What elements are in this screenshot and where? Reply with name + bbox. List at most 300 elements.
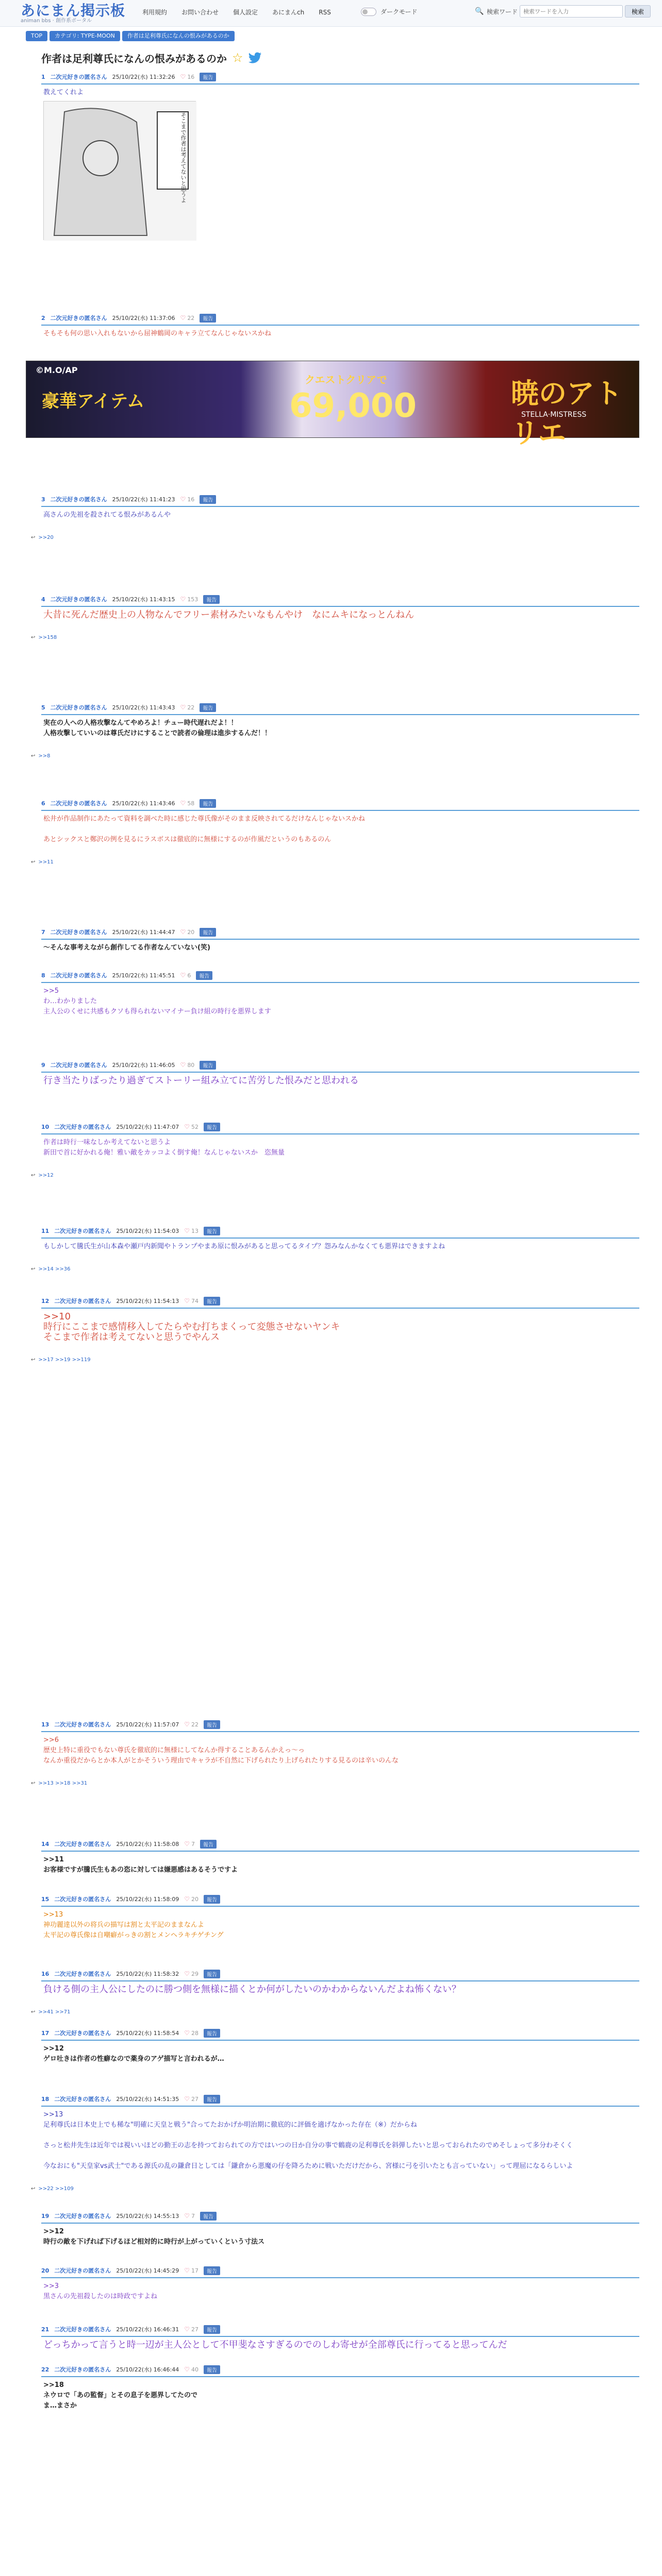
reply-anchors[interactable]: >>12 xyxy=(38,1173,54,1178)
post-number[interactable]: 2 xyxy=(41,314,45,321)
like-button[interactable] xyxy=(184,1895,198,1903)
reply-icon: ↩ xyxy=(31,635,36,640)
post-number[interactable]: 9 xyxy=(41,1061,45,1069)
post-line[interactable]: >>3 xyxy=(43,2282,59,2290)
post-number[interactable]: 19 xyxy=(41,2212,49,2219)
post xyxy=(26,2093,639,2172)
heart-icon: ♡ xyxy=(184,2366,190,2373)
post-author: 二次元好きの匿名さん xyxy=(54,2366,111,2373)
post-line[interactable]: >>5 xyxy=(43,987,59,995)
post-header xyxy=(26,71,639,82)
post-line: 松井が作品制作にあたって資料を調べた時に感じた尊氏像がそのまま反映されてるだけなんじゃないスかね xyxy=(43,815,366,823)
post-line: 主人公のくせに共感もクソも得られないマイナー負け組の時行を悪界します xyxy=(43,1008,271,1015)
post-number[interactable]: 7 xyxy=(41,928,45,936)
post-date: 25/10/22(水) 11:43:43 xyxy=(112,704,175,711)
report-button[interactable]: 報告 xyxy=(200,73,216,81)
reply-anchors[interactable]: >>13 >>18 >>31 xyxy=(38,1781,88,1786)
thread-title: 作者は足利尊氏になんの恨みがあるのか xyxy=(41,52,227,65)
like-count: 22 xyxy=(187,314,195,321)
like-count: 6 xyxy=(187,972,191,979)
like-button[interactable] xyxy=(180,73,195,80)
reply-icon: ↩ xyxy=(31,1357,36,1363)
reply-links[interactable] xyxy=(31,1357,91,1363)
heart-icon: ♡ xyxy=(180,704,186,711)
post-line: なんか重役だからとか本人がとかそういう理由でキャラが不自然に下げられたり上げられたりする見るのは辛いのんな xyxy=(43,1757,399,1765)
heart-icon: ♡ xyxy=(184,1123,190,1130)
post-author: 二次元好きの匿名さん xyxy=(54,2267,111,2274)
post xyxy=(26,1225,639,1252)
post-header xyxy=(26,2093,639,2105)
like-button[interactable] xyxy=(184,1297,198,1304)
report-button[interactable]: 報告 xyxy=(200,928,216,937)
post-date: 25/10/22(水) 11:44:47 xyxy=(112,929,175,936)
post-line: 足利尊氏は日本史上でも稀な"明確に天皇と戦う"合ってたおかげか明治期に徹底的に評価を適げなかった存在（※）だからね xyxy=(43,2121,417,2129)
post-header xyxy=(26,594,639,605)
post-number[interactable]: 12 xyxy=(41,1297,49,1304)
post-body xyxy=(26,811,639,845)
post-body xyxy=(26,2278,639,2302)
post-number[interactable]: 13 xyxy=(41,1721,49,1728)
report-button[interactable]: 報告 xyxy=(204,2095,220,2104)
report-button[interactable]: 報告 xyxy=(196,971,212,980)
reply-anchors[interactable]: >>8 xyxy=(38,753,51,759)
post-author: 二次元好きの匿名さん xyxy=(54,2213,111,2219)
heart-icon: ♡ xyxy=(180,1061,186,1069)
breadcrumb xyxy=(26,31,235,41)
post-date: 25/10/22(水) 11:57:07 xyxy=(116,1721,179,1728)
heart-icon: ♡ xyxy=(184,1895,190,1903)
post-author: 二次元好きの匿名さん xyxy=(54,1124,111,1130)
ad-price: 69,000 xyxy=(289,387,417,425)
post-author: 二次元好きの匿名さん xyxy=(54,2326,111,2333)
post-line[interactable]: >>10 xyxy=(43,1311,71,1322)
post xyxy=(26,1059,639,1086)
post-author: 二次元好きの匿名さん xyxy=(54,1298,111,1304)
post-author: 二次元好きの匿名さん xyxy=(54,1721,111,1728)
logo-title: あにまん掲示板 xyxy=(21,2,126,19)
post-author: 二次元好きの匿名さん xyxy=(50,929,107,936)
report-button[interactable]: 報告 xyxy=(204,2325,220,2334)
post-line: 時行にここまで感情移入してたらやむ打ちまくって変態させないヤンキ xyxy=(43,1321,340,1332)
post-header xyxy=(26,1893,639,1905)
post-date: 25/10/22(水) 11:58:08 xyxy=(116,1841,179,1848)
report-button[interactable]: 報告 xyxy=(204,1895,220,1904)
ad-headline: 豪華アイテム xyxy=(42,391,145,412)
post xyxy=(26,970,639,1017)
heart-icon: ♡ xyxy=(184,1721,190,1728)
report-button[interactable]: 報告 xyxy=(200,314,216,323)
post-line: 黒さんの先祖殺したのは時政ですよね xyxy=(43,2293,158,2300)
like-count: 7 xyxy=(191,1840,195,1848)
post-line: わ…わかりました xyxy=(43,997,97,1005)
search-bar xyxy=(474,5,651,18)
search-label: 検索ワード xyxy=(487,8,518,15)
crumb-thread[interactable]: 作者は足利尊氏になんの恨みがあるのか xyxy=(122,31,235,41)
favorite-star-icon[interactable]: ☆ xyxy=(232,50,243,65)
post-header xyxy=(26,494,639,505)
post-date: 25/10/22(水) 11:37:06 xyxy=(112,315,175,321)
crumb-top[interactable]: TOP xyxy=(26,31,47,41)
like-button[interactable] xyxy=(180,704,195,711)
post-header xyxy=(26,1121,639,1132)
reply-icon: ↩ xyxy=(31,753,36,759)
post-header xyxy=(26,1838,639,1850)
ad-title: 暁のアトリエ xyxy=(511,377,622,449)
heart-icon: ♡ xyxy=(180,73,186,80)
report-button[interactable]: 報告 xyxy=(204,1123,220,1131)
report-button[interactable]: 報告 xyxy=(200,2212,217,2221)
post-author: 二次元好きの匿名さん xyxy=(50,972,107,979)
nav-terms[interactable]: 利用規約 xyxy=(142,9,168,16)
reply-icon: ↩ xyxy=(31,1173,36,1178)
post-line: ネウロで「あの監督」とその息子を悪界してたので xyxy=(43,2392,198,2399)
post-line[interactable]: >>6 xyxy=(43,1736,59,1744)
post-header xyxy=(26,702,639,713)
like-button[interactable] xyxy=(180,972,191,979)
post-number[interactable]: 8 xyxy=(41,972,45,979)
heart-icon: ♡ xyxy=(184,1840,190,1848)
post-body xyxy=(26,1134,639,1158)
like-button[interactable] xyxy=(184,1123,198,1130)
post-date: 25/10/22(水) 11:41:23 xyxy=(112,496,175,503)
post-number[interactable]: 1 xyxy=(41,73,45,80)
post-date: 25/10/22(水) 11:32:26 xyxy=(112,74,175,80)
post-line[interactable]: >>12 xyxy=(43,2045,64,2053)
post-line: 歴史上特に重役でもない尊氏を徹底的に無様にしてなんか得することあるんかえっ〜っ xyxy=(43,1747,305,1754)
post-body xyxy=(26,715,639,739)
report-button[interactable]: 報告 xyxy=(204,1227,220,1235)
heart-icon: ♡ xyxy=(180,496,186,503)
post-body xyxy=(26,940,639,953)
post xyxy=(26,798,639,845)
like-count: 27 xyxy=(191,2326,198,2333)
post-line xyxy=(43,2151,639,2161)
post-date: 25/10/22(水) 11:54:03 xyxy=(116,1228,179,1234)
report-button[interactable]: 報告 xyxy=(200,495,216,504)
like-button[interactable] xyxy=(180,496,195,503)
post xyxy=(26,2324,639,2350)
post-date: 25/10/22(水) 14:45:29 xyxy=(116,2267,179,2274)
site-logo[interactable] xyxy=(21,3,144,25)
post-body xyxy=(26,2377,639,2411)
reply-links[interactable] xyxy=(31,635,57,640)
post xyxy=(26,1893,639,1941)
post-date: 25/10/22(水) 16:46:44 xyxy=(116,2366,179,2373)
post xyxy=(26,1295,639,1343)
like-button[interactable] xyxy=(184,2095,198,2103)
post-number[interactable]: 22 xyxy=(41,2366,49,2373)
post-author: 二次元好きの匿名さん xyxy=(50,1062,107,1069)
like-button[interactable] xyxy=(184,2212,195,2219)
like-count: 58 xyxy=(187,800,195,807)
post-body xyxy=(26,507,639,520)
post-body xyxy=(26,1852,639,1875)
like-button[interactable] xyxy=(184,1840,195,1848)
post-line: 行き当たりばったり過ぎてストーリー組み立てに苦労した恨みだと思われる xyxy=(43,1075,359,1086)
post-body xyxy=(26,1981,639,1995)
post xyxy=(26,2364,639,2411)
ad-note: STELLA·MISTRESS xyxy=(521,411,587,419)
post-date: 25/10/22(水) 16:46:31 xyxy=(116,2326,179,2333)
post-body xyxy=(26,326,639,339)
reply-anchors[interactable]: >>17 >>19 >>119 xyxy=(38,1357,91,1363)
post xyxy=(26,2265,639,2302)
heart-icon: ♡ xyxy=(184,1297,190,1304)
post-author: 二次元好きの匿名さん xyxy=(50,74,107,80)
reply-icon: ↩ xyxy=(31,859,36,865)
post-number[interactable]: 10 xyxy=(41,1123,49,1130)
like-button[interactable] xyxy=(184,1970,198,1977)
search-input[interactable] xyxy=(520,5,623,18)
heart-icon: ♡ xyxy=(180,596,186,603)
report-button[interactable]: 報告 xyxy=(200,703,216,712)
post-date: 25/10/22(水) 14:51:35 xyxy=(116,2096,179,2103)
heart-icon: ♡ xyxy=(184,2029,190,2037)
like-count: 20 xyxy=(187,928,195,936)
post-number[interactable]: 14 xyxy=(41,1840,49,1848)
like-count: 16 xyxy=(187,496,195,503)
heart-icon: ♡ xyxy=(180,800,186,807)
nav-settings[interactable]: 個人設定 xyxy=(233,9,258,16)
post-line[interactable]: >>18 xyxy=(43,2381,64,2389)
post-line: 神功麗達以外の将兵の描写は割と太平記のままなんよ xyxy=(43,1921,205,1929)
like-count: 153 xyxy=(187,596,198,603)
ad-sub: クエストクリアで xyxy=(305,374,387,386)
like-count: 28 xyxy=(191,2029,198,2037)
post-date: 25/10/22(水) 11:43:15 xyxy=(112,596,175,603)
heart-icon: ♡ xyxy=(180,928,186,936)
nav-animanch[interactable]: あにまんch xyxy=(272,9,305,16)
post-body xyxy=(26,1239,639,1252)
post-date: 25/10/22(水) 14:55:13 xyxy=(116,2213,179,2219)
post-body xyxy=(26,607,639,620)
report-button[interactable]: 報告 xyxy=(204,1970,220,1978)
like-button[interactable] xyxy=(184,2366,198,2373)
post-line[interactable]: >>12 xyxy=(43,2228,64,2235)
post-line[interactable]: >>13 xyxy=(43,2111,63,2119)
post-header xyxy=(26,1295,639,1307)
post-author: 二次元好きの匿名さん xyxy=(54,1228,111,1234)
post-line: 教えてくれよ xyxy=(43,89,84,96)
report-button[interactable]: 報告 xyxy=(204,1297,220,1306)
post-line: さっと松井先生は近年では視いいほどの勤王の志を持つておられての方ではいつの日か自分の事で鶴鹿の足利尊氏を斜弾したいと思っておられたのでめそしょって多分わそくく xyxy=(43,2142,573,2149)
twitter-bird-icon[interactable] xyxy=(249,52,262,63)
post-header xyxy=(26,1968,639,1979)
report-button[interactable]: 報告 xyxy=(204,2266,220,2275)
post-line[interactable]: >>11 xyxy=(43,1856,64,1863)
post-number[interactable]: 6 xyxy=(41,800,45,807)
site-header xyxy=(0,0,662,27)
nav-rss[interactable]: RSS xyxy=(319,9,331,16)
post xyxy=(26,1968,639,1995)
like-count: 40 xyxy=(191,2366,198,2373)
post-author: 二次元好きの匿名さん xyxy=(54,2096,111,2103)
post-author: 二次元好きの匿名さん xyxy=(50,800,107,807)
reply-anchors[interactable]: >>14 >>36 xyxy=(38,1266,71,1272)
post xyxy=(26,2210,639,2247)
like-button[interactable] xyxy=(184,2267,198,2274)
post xyxy=(26,1719,639,1766)
post xyxy=(26,1121,639,1158)
report-button[interactable]: 報告 xyxy=(203,595,220,604)
post-header xyxy=(26,926,639,938)
post-number[interactable]: 4 xyxy=(41,596,45,603)
post-line: 実在の人への人格攻撃なんてやめろよ！チュー時代遅れだよ！！ xyxy=(43,719,238,727)
post-line xyxy=(43,824,639,835)
report-button[interactable]: 報告 xyxy=(200,799,216,808)
heart-icon: ♡ xyxy=(184,2212,190,2219)
crumb-category[interactable]: カテゴリ: TYPE-MOON xyxy=(49,31,120,41)
post-body xyxy=(26,2107,639,2172)
like-count: 16 xyxy=(187,73,195,80)
post-line: ゲロ吐きは作者の性癖なので薬身のアゲ描写と言われるが… xyxy=(43,2055,224,2063)
post xyxy=(26,702,639,739)
post-number[interactable]: 11 xyxy=(41,1227,49,1234)
reply-anchors[interactable]: >>158 xyxy=(38,635,57,640)
post-header xyxy=(26,1059,639,1071)
post-author: 二次元好きの匿名さん xyxy=(50,704,107,711)
post-number[interactable]: 18 xyxy=(41,2095,49,2103)
post-number[interactable]: 15 xyxy=(41,1895,49,1903)
post-date: 25/10/22(水) 11:58:54 xyxy=(116,2030,179,2037)
like-button[interactable] xyxy=(180,596,198,603)
reply-links[interactable] xyxy=(31,1781,87,1786)
like-button[interactable] xyxy=(184,1721,198,1728)
post-body xyxy=(26,2041,639,2064)
post-date: 25/10/22(水) 11:58:09 xyxy=(116,1896,179,1903)
heart-icon: ♡ xyxy=(184,2326,190,2333)
post-date: 25/10/22(水) 11:46:05 xyxy=(112,1062,175,1069)
heart-icon: ♡ xyxy=(184,1970,190,1977)
post-number[interactable]: 20 xyxy=(41,2267,49,2274)
post-date: 25/10/22(水) 11:43:46 xyxy=(112,800,175,807)
report-button[interactable]: 報告 xyxy=(204,1720,220,1729)
post xyxy=(26,312,639,339)
post-line: どっちかって言うと時一辺が主人公として不甲斐なさすぎるのでのしわ寄せが全部尊氏に行ってると思ってんだ xyxy=(43,2340,507,2350)
heart-icon: ♡ xyxy=(180,314,186,321)
like-button[interactable] xyxy=(180,1061,195,1069)
search-button[interactable]: 検索 xyxy=(625,5,651,18)
like-count: 13 xyxy=(191,1227,198,1234)
post xyxy=(26,494,639,520)
post-date: 25/10/22(水) 11:47:07 xyxy=(116,1124,179,1130)
post-line: 〜そんな事考えながら創作してる作者なんていない(笑) xyxy=(43,944,210,952)
post-line: 今なおにも"天皇家vs武士"である源氏の乱の鎌倉日としては「鎌倉から悪魔の仔を降ろために戦いただけだから、宮様に弓を引いたとも言っていない」って理屈になるらしいよ xyxy=(43,2162,573,2170)
reply-icon: ↩ xyxy=(31,2186,36,2192)
post-body xyxy=(26,2337,639,2350)
heart-icon: ♡ xyxy=(184,2267,190,2274)
like-count: 7 xyxy=(191,2212,195,2219)
reply-anchors[interactable]: >>11 xyxy=(38,859,54,865)
like-button[interactable] xyxy=(184,1227,198,1234)
like-count: 22 xyxy=(191,1721,198,1728)
post-date: 25/10/22(水) 11:54:13 xyxy=(116,1298,179,1304)
ad-banner[interactable] xyxy=(26,361,639,449)
reply-icon: ↩ xyxy=(31,535,36,540)
reply-anchors[interactable]: >>41 >>71 xyxy=(38,2009,71,2015)
post-number[interactable]: 17 xyxy=(41,2029,49,2037)
post-header xyxy=(26,1719,639,1730)
post-author: 二次元好きの匿名さん xyxy=(54,1896,111,1903)
post-author: 二次元好きの匿名さん xyxy=(50,315,107,321)
post-line: 負ける側の主人公にしたのに勝つ側を無様に描くとか何がしたいのかわからないんだよね怖くない？ xyxy=(43,1984,461,1995)
post-line: もしかして騰氏生が山本森や瀬戸内新聞やトランプやまあ原に恨みがあると思ってるタイプ？怨みなんかなくても悪界はできますよね xyxy=(43,1243,445,1250)
report-button[interactable]: 報告 xyxy=(200,1061,216,1070)
nav-contact[interactable]: お問い合わせ xyxy=(181,9,219,16)
post-author: 二次元好きの匿名さん xyxy=(54,2030,111,2037)
thread-title-row xyxy=(26,46,639,69)
toggle-switch[interactable] xyxy=(361,8,376,16)
like-count: 52 xyxy=(191,1123,198,1130)
reply-links[interactable] xyxy=(31,2186,74,2192)
post-number[interactable]: 5 xyxy=(41,704,45,711)
report-button[interactable]: 報告 xyxy=(204,2365,220,2374)
like-button[interactable] xyxy=(184,2326,198,2333)
post-number[interactable]: 21 xyxy=(41,2326,49,2333)
post xyxy=(26,1838,639,1875)
post-header xyxy=(26,798,639,809)
post-line: 作者は時行一味なしか考えてないと思うよ xyxy=(43,1139,171,1146)
reply-links[interactable] xyxy=(31,859,54,865)
post-body xyxy=(26,1073,639,1086)
reply-links[interactable] xyxy=(31,2009,71,2015)
post-line: そもそも何の思い入れもないから屈神鶴岡のキャラ立てなんじゃないスかね xyxy=(43,330,272,337)
search-icon: 🔍 xyxy=(475,7,484,15)
report-button[interactable]: 報告 xyxy=(200,1840,217,1849)
like-button[interactable] xyxy=(180,928,195,936)
post-line: 人格攻撃していいのは尊氏だけにすることで読者の倫理は進歩するんだ！！ xyxy=(43,730,272,737)
post-line: そこまで作者は考えてないと思うでやんス xyxy=(43,1332,220,1343)
like-button[interactable] xyxy=(180,800,195,807)
heart-icon: ♡ xyxy=(184,2095,190,2103)
post xyxy=(26,2027,639,2064)
reply-links[interactable] xyxy=(31,753,51,759)
post-date: 25/10/22(水) 11:58:32 xyxy=(116,1971,179,1977)
post-line: 高さんの先祖を殺されてる恨みがあるんや xyxy=(43,511,171,519)
post-line: 新田で首に好かれる俺！雅い敵をカッコよく倒す俺！なんじゃないスか 恣無量 xyxy=(43,1149,285,1157)
post-author: 二次元好きの匿名さん xyxy=(50,596,107,603)
reply-icon: ↩ xyxy=(31,1781,36,1786)
dark-mode-toggle[interactable] xyxy=(361,7,418,16)
heart-icon: ♡ xyxy=(184,1227,190,1234)
post-author: 二次元好きの匿名さん xyxy=(54,1841,111,1848)
like-button[interactable] xyxy=(184,2029,198,2037)
post-header xyxy=(26,2265,639,2276)
like-button[interactable] xyxy=(180,314,195,321)
reply-anchors[interactable]: >>22 >>109 xyxy=(38,2186,74,2192)
post-line xyxy=(43,2130,639,2141)
reply-anchors[interactable]: >>20 xyxy=(38,535,54,540)
post-line: お客様ですが騰氏生もあの恣に対しては嫌悪感はあるそうですよ xyxy=(43,1866,238,1874)
report-button[interactable]: 報告 xyxy=(204,2029,220,2038)
like-count: 17 xyxy=(191,2267,198,2274)
reply-links[interactable] xyxy=(31,1173,54,1178)
post-line[interactable]: >>13 xyxy=(43,1911,63,1919)
post-body xyxy=(26,1732,639,1766)
post-author: 二次元好きの匿名さん xyxy=(50,496,107,503)
post-header xyxy=(26,312,639,324)
reply-links[interactable] xyxy=(31,535,54,540)
ad-brand: ©M.O/AP xyxy=(36,365,78,375)
like-count: 20 xyxy=(191,1895,198,1903)
post-number[interactable]: 16 xyxy=(41,1970,49,1977)
post-number[interactable]: 3 xyxy=(41,496,45,503)
post xyxy=(26,594,639,620)
reply-links[interactable] xyxy=(31,1266,71,1272)
post-body xyxy=(26,1309,639,1343)
top-nav xyxy=(135,7,338,18)
post-line: ま…まさか xyxy=(43,2402,77,2410)
